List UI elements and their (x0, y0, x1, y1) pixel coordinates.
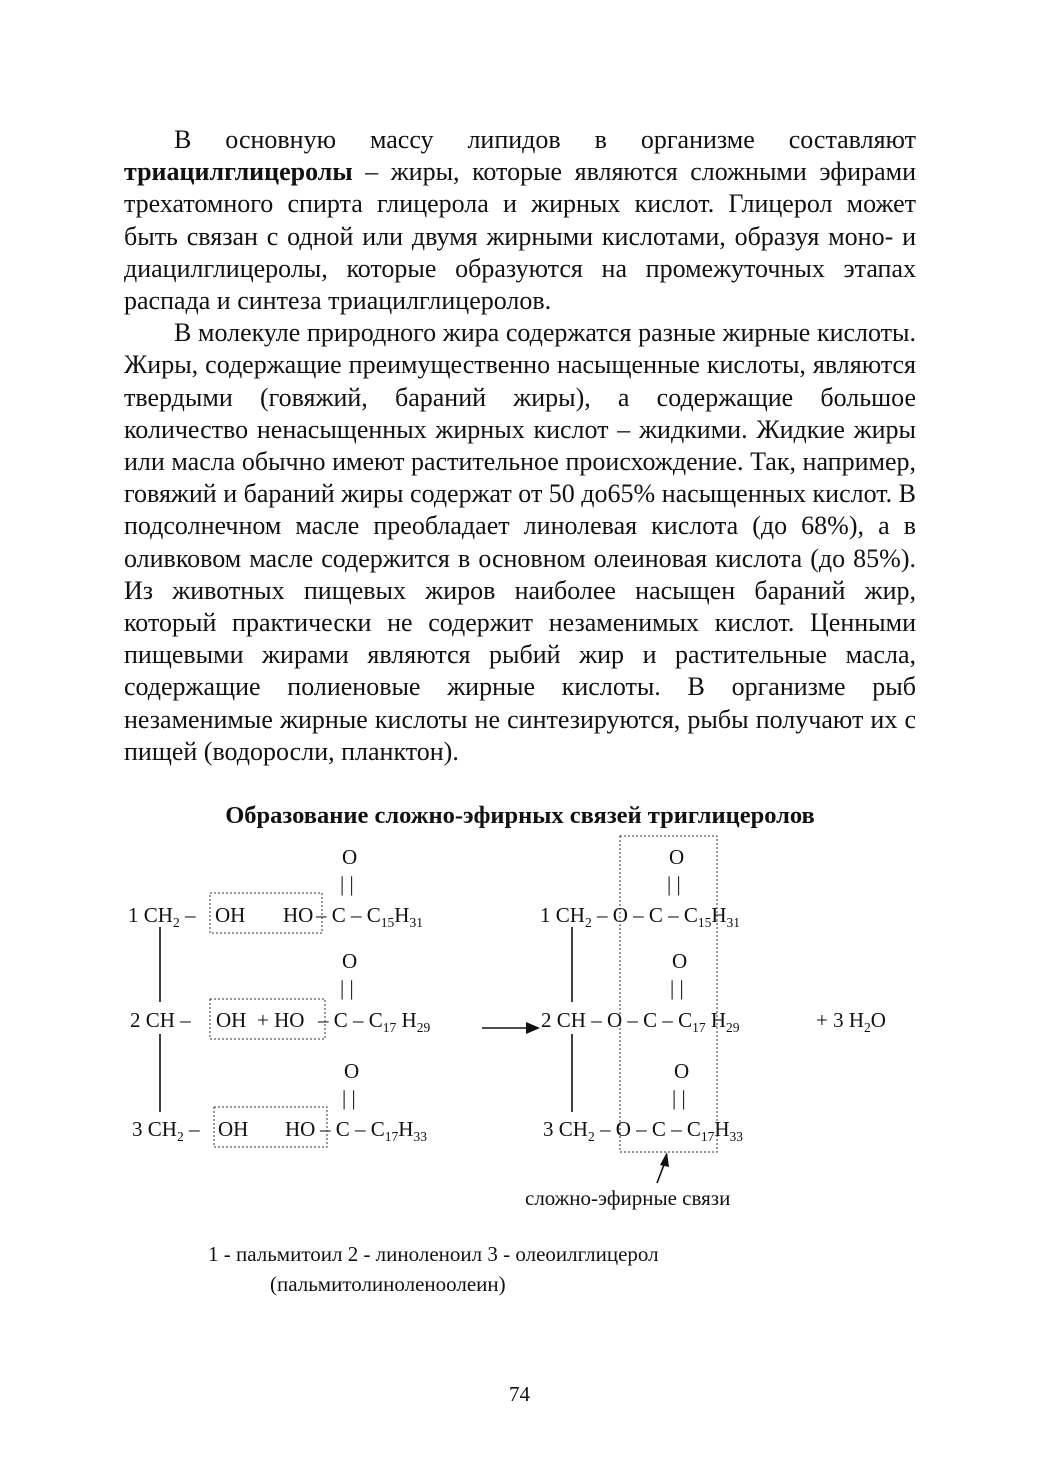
double-bond-left-2: | | (340, 976, 354, 1000)
left-row-2-acyl: – C – $C_{17}$ $H_{29}$ (318, 1008, 431, 1035)
double-bond-left-1: | | (340, 872, 354, 896)
oxygen-right-3: O (674, 1059, 690, 1083)
paragraph-2: В молекуле природного жира содержатся разные жирные кислоты. Жиры, содержащие преимущественно насыщенные кислоты, являются твердыми (говяжий, бараний жиры), а содержащие большое количество ненасыщенных жирных кислот – жидкими. Жидкие жиры или масла обычно имеют растительное происхождение. Так, например, говяжий и бараний жиры содержат от 50 до65% насыщенных кислот. В подсолнечном масле преобладает линолевая кислота (до 68%), а в оливковом масле содержится в основном олеиновая кислота (до 85%). Из животных пищевых жиров наиболее насыщен бараний жир, который практически не содержит незаменимых кислот. Ценными пищевыми жирами являются рыбий жир и растительные масла, содержащие полиеновые жирные кислоты. В организме рыб незаменимые жирные кислоты не синтезируются, рыбы получают их с пищей (водоросли, планктон). (124, 318, 916, 766)
scheme-title: Образование сложно-эфирных связей триглицеролов (225, 802, 815, 829)
left-row-1-acyl: – C – $C_{15}H_{31}$ (316, 903, 423, 930)
left-row-3-oh: OH (218, 1117, 249, 1141)
double-bond-right-2: | | (670, 976, 684, 1000)
oxygen-right-2: O (672, 949, 688, 973)
right-row-2-glycerol: 2 CH – O – C – $C_{17}$ $H_{29}$ (541, 1008, 740, 1035)
double-bond-right-1: | | (667, 872, 681, 896)
left-row-1-ho: HO (283, 903, 314, 927)
left-row-1-glycerol: 1 $CH_2$ – (128, 903, 196, 930)
double-bond-right-3: | | (672, 1086, 686, 1110)
left-row-1-oh: OH (215, 903, 246, 927)
left-row-2-plus-ho: + HO (257, 1008, 305, 1032)
left-row-3-ho: HO (285, 1117, 316, 1141)
term-triacylglycerols: триацилглицеролы (124, 157, 353, 187)
paragraph-1-end: – жиры, которые являются сложными эфирами трехатомного спирта глицерола и жирных кислот. Глицерол может быть связан с одной или двумя жирными кислотами, образуя моно- и диацилглицеролы, которые образуются на промежуточных этапах распада и синтеза триацилглицеролов. (124, 157, 916, 316)
caption-line-2: (пальмитолиноленоолеин) (270, 1272, 506, 1296)
left-row-3-glycerol: 3 $CH_2$ – (132, 1117, 200, 1144)
water-product: + 3 $H_2O$ (816, 1008, 886, 1035)
paragraph-1-start: В основную массу липидов в организме составляют (174, 125, 916, 154)
oxygen-left-3: O (344, 1059, 360, 1083)
right-row-1-glycerol: 1 $CH_2$ – O – C – $C_{15}H_{31}$ (540, 903, 741, 930)
left-row-2-oh: OH (216, 1008, 247, 1032)
double-bond-left-3: | | (342, 1086, 356, 1110)
oxygen-right-1: O (669, 845, 685, 869)
oxygen-left-2: O (342, 949, 358, 973)
oxygen-left-1: O (342, 845, 358, 869)
reaction-arrow-head (526, 1022, 540, 1034)
ester-pointer-head (660, 1152, 669, 1167)
left-row-2-glycerol: 2 CH – (130, 1008, 191, 1032)
left-row-3-acyl: – C – $C_{17}H_{33}$ (320, 1117, 427, 1144)
ester-bonds-label: сложно-эфирные связи (525, 1186, 731, 1210)
right-row-3-glycerol: 3 $CH_2$ – O – C – $C_{17}H_{33}$ (543, 1117, 744, 1144)
caption-line-1: 1 - пальмитоил 2 - линоленоил 3 - олеоилглицерол (208, 1242, 659, 1266)
page-number: 74 (509, 1382, 530, 1406)
